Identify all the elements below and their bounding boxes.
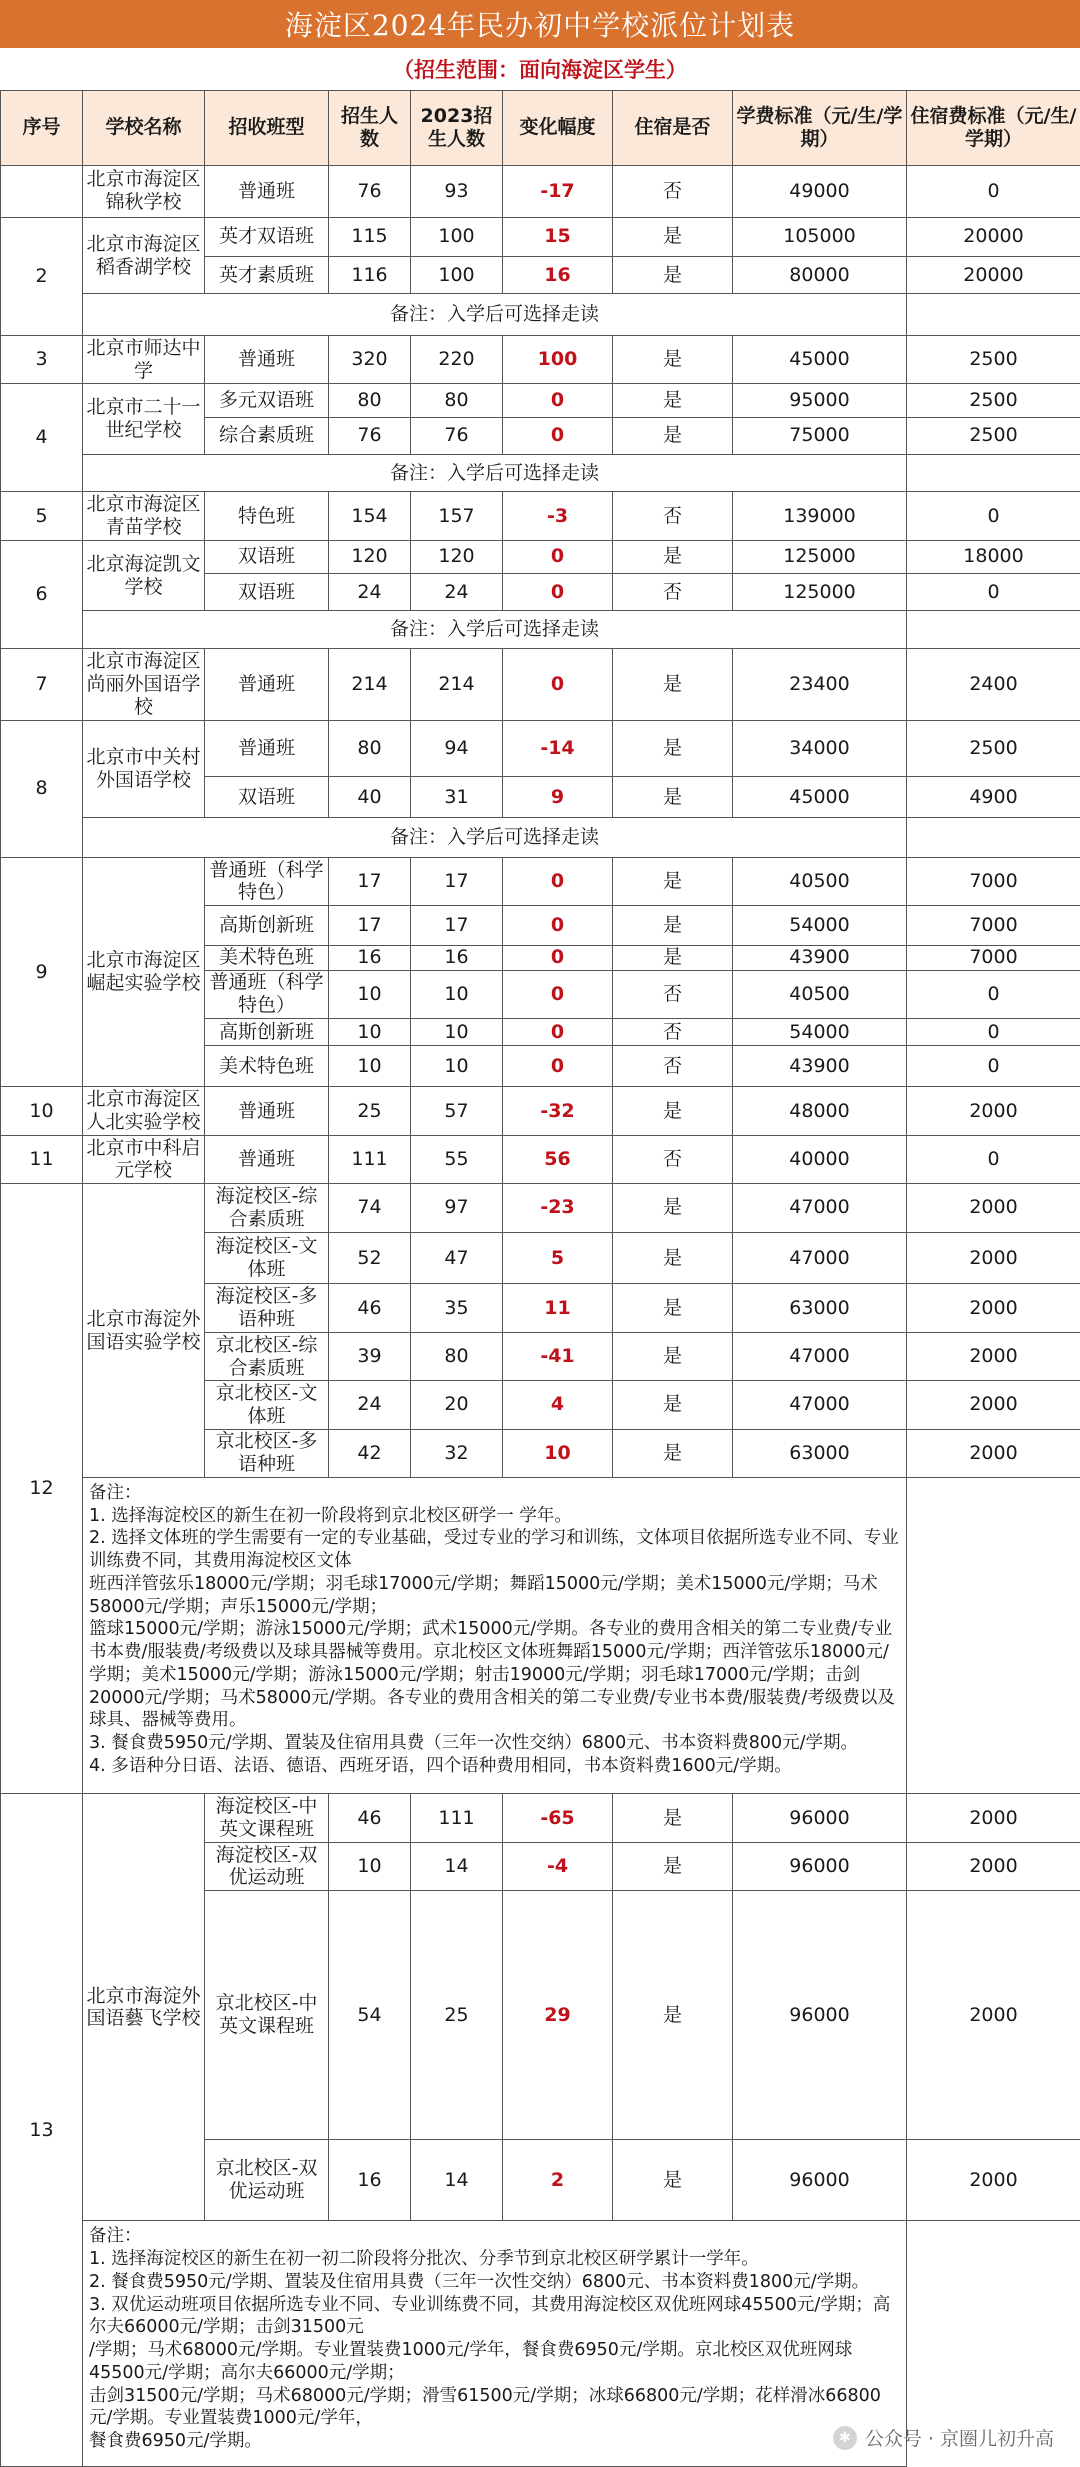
boarding-status: 是	[613, 1184, 733, 1232]
enroll-count: 154	[329, 492, 411, 540]
tuition-fee: 75000	[733, 417, 907, 454]
dorm-fee: 2000	[907, 1794, 1080, 1842]
enroll-count-2023: 35	[411, 1284, 503, 1332]
class-type: 京北校区-多语种班	[205, 1429, 329, 1477]
enroll-count: 40	[329, 776, 411, 818]
change-amount: 11	[503, 1284, 613, 1332]
tuition-fee: 125000	[733, 573, 907, 610]
class-type: 海淀校区-文体班	[205, 1232, 329, 1284]
table-row	[1, 540, 1080, 573]
row-number: 3	[1, 336, 83, 384]
tuition-fee: 96000	[733, 1842, 907, 1890]
table-header	[1, 91, 1080, 166]
boarding-status: 是	[613, 1429, 733, 1477]
note-line: /学期；马术68000元/学期。专业置装费1000元/学年，餐食费6950元/学期。京北校区双优班网球45500元/学期；高尔夫66000元/学期；	[89, 2340, 853, 2383]
class-type: 英才双语班	[205, 217, 329, 256]
watermark	[833, 2424, 1054, 2451]
tuition-fee: 125000	[733, 540, 907, 573]
enroll-count-2023: 14	[411, 1842, 503, 1890]
page-title: 海淀区2024年民办初中学校派位计划表	[0, 0, 1080, 48]
enroll-count-2023: 10	[411, 1018, 503, 1045]
class-type: 美术特色班	[205, 1045, 329, 1087]
note-line: 2. 餐食费5950元/学期、置装及住宿用具费（三年一次性交纳）6800元、书本资料费1800元/学期。	[89, 2271, 870, 2292]
row-number: 10	[1, 1087, 83, 1135]
tuition-fee: 43900	[733, 1045, 907, 1087]
tuition-fee: 43900	[733, 945, 907, 970]
boarding-status: 是	[613, 1284, 733, 1332]
class-type: 双语班	[205, 573, 329, 610]
enroll-count: 10	[329, 1045, 411, 1087]
enroll-count: 24	[329, 573, 411, 610]
tuition-fee: 40500	[733, 970, 907, 1018]
class-type: 英才素质班	[205, 257, 329, 294]
tuition-fee: 45000	[733, 776, 907, 818]
school-name: 北京市海淀区稻香湖学校	[83, 217, 205, 294]
dorm-fee: 2500	[907, 384, 1080, 417]
header-enroll: 招生人数	[329, 91, 411, 166]
boarding-status: 否	[613, 573, 733, 610]
enroll-count: 16	[329, 2140, 411, 2221]
class-type: 海淀校区-综合素质班	[205, 1184, 329, 1232]
dorm-fee: 2000	[907, 1332, 1080, 1380]
tuition-fee: 96000	[733, 1794, 907, 1842]
table-row	[1, 720, 1080, 776]
boarding-status: 是	[613, 776, 733, 818]
boarding-status: 是	[613, 906, 733, 945]
tuition-fee: 40000	[733, 1135, 907, 1183]
change-amount: -65	[503, 1794, 613, 1842]
class-type: 普通班	[205, 648, 329, 720]
class-type: 双语班	[205, 540, 329, 573]
class-type: 普通班（科学特色）	[205, 857, 329, 905]
change-amount: 0	[503, 648, 613, 720]
enroll-count-2023: 17	[411, 857, 503, 905]
note-line: 2. 选择文体班的学生需要有一定的专业基础，受过专业的学习和训练，文体项目依据所选专业不同、专业训练费不同，其费用海淀校区文体	[89, 1528, 899, 1572]
enroll-count-2023: 57	[411, 1087, 503, 1135]
enroll-count-2023: 80	[411, 384, 503, 417]
change-amount: -4	[503, 1842, 613, 1890]
tuition-fee: 63000	[733, 1284, 907, 1332]
school-name: 北京市中关村外国语学校	[83, 720, 205, 818]
class-type: 京北校区-中英文课程班	[205, 1891, 329, 2140]
note-line: 餐食费6950元/学期。	[89, 2431, 262, 2452]
change-amount: 100	[503, 336, 613, 384]
enroll-count-2023: 10	[411, 1045, 503, 1087]
dorm-fee: 0	[907, 165, 1080, 217]
school-12-notes	[83, 1477, 907, 1793]
table-row	[1, 1087, 1080, 1135]
school-name: 北京市二十一世纪学校	[83, 384, 205, 455]
class-type: 普通班（科学特色）	[205, 970, 329, 1018]
row-number: 12	[1, 1184, 83, 1794]
boarding-status: 是	[613, 1381, 733, 1429]
note-line: 备注：	[89, 2226, 142, 2247]
boarding-status: 是	[613, 417, 733, 454]
boarding-status: 是	[613, 1891, 733, 2140]
dorm-fee: 7000	[907, 906, 1080, 945]
school-name: 北京市海淀区人北实验学校	[83, 1087, 205, 1135]
tuition-fee: 47000	[733, 1184, 907, 1232]
change-amount: 9	[503, 776, 613, 818]
table-row	[1, 857, 1080, 905]
dorm-fee: 0	[907, 1018, 1080, 1045]
tuition-fee: 54000	[733, 1018, 907, 1045]
row-number: 5	[1, 492, 83, 540]
note-line: 1. 选择海淀校区的新生在初一初二阶段将分批次、分季节到京北校区研学累计一学年。	[89, 2249, 759, 2270]
boarding-status: 是	[613, 1087, 733, 1135]
change-amount: 5	[503, 1232, 613, 1284]
class-type: 京北校区-综合素质班	[205, 1332, 329, 1380]
change-amount: 0	[503, 906, 613, 945]
boarding-status: 是	[613, 720, 733, 776]
enroll-count-2023: 157	[411, 492, 503, 540]
note-line: 4. 多语种分日语、法语、德语、西班牙语，四个语种费用相同，书本资料费1600元/学期。	[89, 1755, 792, 1776]
dorm-fee: 2000	[907, 1087, 1080, 1135]
boarding-status: 是	[613, 1842, 733, 1890]
enroll-count-2023: 100	[411, 217, 503, 256]
class-type: 普通班	[205, 336, 329, 384]
enroll-count-2023: 31	[411, 776, 503, 818]
dorm-fee: 0	[907, 492, 1080, 540]
class-type: 美术特色班	[205, 945, 329, 970]
dorm-fee: 2500	[907, 336, 1080, 384]
class-type: 普通班	[205, 720, 329, 776]
class-type: 海淀校区-中英文课程班	[205, 1794, 329, 1842]
class-type: 高斯创新班	[205, 1018, 329, 1045]
enroll-count-2023: 24	[411, 573, 503, 610]
remark-row	[1, 454, 1080, 491]
table-row	[1, 1794, 1080, 1842]
boarding-status: 是	[613, 217, 733, 256]
enrollment-scope: （招生范围：面向海淀区学生）	[0, 48, 1080, 91]
change-amount: -41	[503, 1332, 613, 1380]
school-name: 北京海淀凯文学校	[83, 540, 205, 611]
boarding-status: 是	[613, 1332, 733, 1380]
note-line: 班西洋管弦乐18000元/学期；羽毛球17000元/学期；舞蹈15000元/学期；美术15000元/学期；马术58000元/学期；声乐15000元/学期；	[89, 1573, 878, 1617]
school-name: 北京市中科启元学校	[83, 1135, 205, 1183]
school-name: 北京市海淀外国语实验学校	[83, 1184, 205, 1478]
class-type: 普通班	[205, 165, 329, 217]
enroll-count: 111	[329, 1135, 411, 1183]
table-row	[1, 1135, 1080, 1183]
header-class-type: 招收班型	[205, 91, 329, 166]
enroll-count: 54	[329, 1891, 411, 2140]
change-amount: -14	[503, 720, 613, 776]
tuition-fee: 47000	[733, 1381, 907, 1429]
remark-walk-in: 备注：入学后可选择走读	[83, 818, 907, 857]
remark-row	[1, 294, 1080, 336]
class-type: 双语班	[205, 776, 329, 818]
note-row	[1, 1477, 1080, 1793]
enroll-count: 24	[329, 1381, 411, 1429]
tuition-fee: 96000	[733, 1891, 907, 2140]
enroll-count: 42	[329, 1429, 411, 1477]
enroll-count: 25	[329, 1087, 411, 1135]
class-type: 普通班	[205, 1135, 329, 1183]
school-name: 北京市师达中学	[83, 336, 205, 384]
boarding-status: 否	[613, 1135, 733, 1183]
boarding-status: 是	[613, 257, 733, 294]
change-amount: 16	[503, 257, 613, 294]
school-13-notes	[83, 2221, 907, 2467]
enroll-count-2023: 17	[411, 906, 503, 945]
admission-plan-table	[0, 90, 1080, 2467]
enroll-count: 17	[329, 857, 411, 905]
note-line: 1. 选择海淀校区的新生在初一阶段将到京北校区研学一 学年。	[89, 1505, 572, 1526]
watermark-text: 公众号 · 京圈儿初升高	[864, 2428, 1054, 2450]
enroll-count-2023: 100	[411, 257, 503, 294]
class-type: 综合素质班	[205, 417, 329, 454]
boarding-status: 否	[613, 1045, 733, 1087]
dorm-fee: 7000	[907, 857, 1080, 905]
header-boarding: 住宿是否	[613, 91, 733, 166]
tuition-fee: 47000	[733, 1232, 907, 1284]
class-type: 京北校区-文体班	[205, 1381, 329, 1429]
dorm-fee: 2000	[907, 1381, 1080, 1429]
boarding-status: 是	[613, 648, 733, 720]
dorm-fee: 2000	[907, 1429, 1080, 1477]
row-number: 13	[1, 1794, 83, 2467]
boarding-status: 否	[613, 492, 733, 540]
header-school: 学校名称	[83, 91, 205, 166]
change-amount: 29	[503, 1891, 613, 2140]
table-row	[1, 165, 1080, 217]
tuition-fee: 48000	[733, 1087, 907, 1135]
enroll-count: 39	[329, 1332, 411, 1380]
header-dorm-fee: 住宿费标准（元/生/学期）	[907, 91, 1080, 166]
dorm-fee: 2000	[907, 1184, 1080, 1232]
enroll-count-2023: 111	[411, 1794, 503, 1842]
class-type: 特色班	[205, 492, 329, 540]
class-type: 海淀校区-双优运动班	[205, 1842, 329, 1890]
tuition-fee: 40500	[733, 857, 907, 905]
change-amount: 0	[503, 540, 613, 573]
table-row	[1, 217, 1080, 256]
school-name: 北京市海淀外国语藝飞学校	[83, 1794, 205, 2221]
tuition-fee: 105000	[733, 217, 907, 256]
class-type: 高斯创新班	[205, 906, 329, 945]
header-change: 变化幅度	[503, 91, 613, 166]
tuition-fee: 49000	[733, 165, 907, 217]
change-amount: 0	[503, 1045, 613, 1087]
tuition-fee: 95000	[733, 384, 907, 417]
change-amount: 15	[503, 217, 613, 256]
enroll-count-2023: 10	[411, 970, 503, 1018]
dorm-fee: 0	[907, 1045, 1080, 1087]
enroll-count: 80	[329, 720, 411, 776]
change-amount: 0	[503, 573, 613, 610]
school-name: 北京市海淀区崛起实验学校	[83, 857, 205, 1087]
boarding-status: 是	[613, 1794, 733, 1842]
change-amount: 0	[503, 417, 613, 454]
enroll-count: 80	[329, 384, 411, 417]
boarding-status: 否	[613, 970, 733, 1018]
class-type: 多元双语班	[205, 384, 329, 417]
enroll-count-2023: 32	[411, 1429, 503, 1477]
header-tuition: 学费标准（元/生/学期）	[733, 91, 907, 166]
enroll-count: 320	[329, 336, 411, 384]
boarding-status: 是	[613, 857, 733, 905]
enroll-count-2023: 80	[411, 1332, 503, 1380]
enroll-count: 46	[329, 1284, 411, 1332]
enroll-count: 115	[329, 217, 411, 256]
tuition-fee: 80000	[733, 257, 907, 294]
dorm-fee: 18000	[907, 540, 1080, 573]
enroll-count-2023: 20	[411, 1381, 503, 1429]
header-enroll-2023: 2023招生人数	[411, 91, 503, 166]
boarding-status: 是	[613, 540, 733, 573]
tuition-fee: 47000	[733, 1332, 907, 1380]
dorm-fee: 2500	[907, 720, 1080, 776]
enroll-count: 116	[329, 257, 411, 294]
table-row	[1, 336, 1080, 384]
note-line: 备注：	[89, 1482, 142, 1503]
change-amount: 0	[503, 1018, 613, 1045]
remark-walk-in: 备注：入学后可选择走读	[83, 294, 907, 336]
enroll-count-2023: 47	[411, 1232, 503, 1284]
class-type: 海淀校区-多语种班	[205, 1284, 329, 1332]
boarding-status: 是	[613, 2140, 733, 2221]
note-line: 3. 餐食费5950元/学期、置装及住宿用具费（三年一次性交纳）6800元、书本资料费800元/学期。	[89, 1733, 859, 1754]
dorm-fee: 0	[907, 1135, 1080, 1183]
boarding-status: 是	[613, 336, 733, 384]
boarding-status: 是	[613, 384, 733, 417]
enroll-count-2023: 14	[411, 2140, 503, 2221]
dorm-fee: 0	[907, 573, 1080, 610]
enroll-count-2023: 120	[411, 540, 503, 573]
enroll-count-2023: 94	[411, 720, 503, 776]
dorm-fee: 4900	[907, 776, 1080, 818]
enroll-count: 214	[329, 648, 411, 720]
row-number: 8	[1, 720, 83, 857]
dorm-fee: 2000	[907, 1842, 1080, 1890]
tuition-fee: 23400	[733, 648, 907, 720]
row-number: 11	[1, 1135, 83, 1183]
tuition-fee: 45000	[733, 336, 907, 384]
change-amount: 0	[503, 857, 613, 905]
change-amount: -17	[503, 165, 613, 217]
dorm-fee: 0	[907, 970, 1080, 1018]
note-line: 篮球15000元/学期；游泳15000元/学期；武术15000元/学期。各专业的费用含相关的第二专业费/专业书本费/服装费/考级费以及球具器械等费用。京北校区文体班舞蹈15000元/学期；西洋管弦乐18000元/学期；美术15000元/学期；游泳15000元/学期；射击19000元/学期；羽毛球17000元/学期；击剑20000元/学期；马术58000元/学期。各专业的费用含相关的第二专业费/专业书本费/服装费/考级费以及球具、器械等费用。	[89, 1619, 895, 1731]
remark-row	[1, 818, 1080, 857]
header-no: 序号	[1, 91, 83, 166]
change-amount: -32	[503, 1087, 613, 1135]
row-number: 7	[1, 648, 83, 720]
change-amount: 0	[503, 945, 613, 970]
enroll-count-2023: 25	[411, 1891, 503, 2140]
tuition-fee: 63000	[733, 1429, 907, 1477]
boarding-status: 否	[613, 165, 733, 217]
change-amount: 0	[503, 384, 613, 417]
boarding-status: 是	[613, 1232, 733, 1284]
remark-walk-in: 备注：入学后可选择走读	[83, 454, 907, 491]
tuition-fee: 34000	[733, 720, 907, 776]
enroll-count: 16	[329, 945, 411, 970]
change-amount: 56	[503, 1135, 613, 1183]
row-number: 6	[1, 540, 83, 648]
dorm-fee: 2000	[907, 2140, 1080, 2221]
dorm-fee: 2000	[907, 1891, 1080, 2140]
enroll-count: 17	[329, 906, 411, 945]
enroll-count: 10	[329, 1842, 411, 1890]
table-row	[1, 1184, 1080, 1232]
table-row	[1, 648, 1080, 720]
row-number: 4	[1, 384, 83, 492]
enroll-count-2023: 76	[411, 417, 503, 454]
row-number: 2	[1, 217, 83, 335]
tuition-fee: 139000	[733, 492, 907, 540]
table-row	[1, 492, 1080, 540]
enroll-count: 10	[329, 1018, 411, 1045]
enroll-count-2023: 97	[411, 1184, 503, 1232]
boarding-status: 是	[613, 945, 733, 970]
tuition-fee: 96000	[733, 2140, 907, 2221]
enroll-count-2023: 214	[411, 648, 503, 720]
tuition-fee: 54000	[733, 906, 907, 945]
row-number	[1, 165, 83, 217]
school-name: 北京市海淀区锦秋学校	[83, 165, 205, 217]
dorm-fee: 2000	[907, 1284, 1080, 1332]
enroll-count-2023: 55	[411, 1135, 503, 1183]
school-name: 北京市海淀区尚丽外国语学校	[83, 648, 205, 720]
enroll-count: 76	[329, 165, 411, 217]
dorm-fee: 2000	[907, 1232, 1080, 1284]
change-amount: 4	[503, 1381, 613, 1429]
dorm-fee: 2400	[907, 648, 1080, 720]
note-line: 3. 双优运动班项目依据所选专业不同、专业训练费不同，其费用海淀校区双优班网球45500元/学期；高尔夫66000元/学期；击剑31500元	[89, 2294, 891, 2338]
remark-row	[1, 611, 1080, 648]
enroll-count-2023: 16	[411, 945, 503, 970]
change-amount: 2	[503, 2140, 613, 2221]
dorm-fee: 7000	[907, 945, 1080, 970]
change-amount: -23	[503, 1184, 613, 1232]
enroll-count: 10	[329, 970, 411, 1018]
table-row	[1, 384, 1080, 417]
enroll-count: 46	[329, 1794, 411, 1842]
enroll-count-2023: 220	[411, 336, 503, 384]
change-amount: 0	[503, 970, 613, 1018]
enroll-count: 120	[329, 540, 411, 573]
enroll-count: 74	[329, 1184, 411, 1232]
enroll-count: 52	[329, 1232, 411, 1284]
note-line: 击剑31500元/学期；马术68000元/学期；滑雪61500元/学期；冰球66800元/学期；花样滑冰66800元/学期。专业置装费1000元/学年，	[89, 2385, 881, 2429]
change-amount: -3	[503, 492, 613, 540]
boarding-status: 否	[613, 1018, 733, 1045]
dorm-fee: 20000	[907, 257, 1080, 294]
wechat-icon: ✱	[833, 2426, 857, 2450]
change-amount: 10	[503, 1429, 613, 1477]
class-type: 普通班	[205, 1087, 329, 1135]
row-number: 9	[1, 857, 83, 1087]
class-type: 京北校区-双优运动班	[205, 2140, 329, 2221]
enroll-count-2023: 93	[411, 165, 503, 217]
dorm-fee: 20000	[907, 217, 1080, 256]
dorm-fee: 2500	[907, 417, 1080, 454]
school-name: 北京市海淀区青苗学校	[83, 492, 205, 540]
remark-walk-in: 备注：入学后可选择走读	[83, 611, 907, 648]
enroll-count: 76	[329, 417, 411, 454]
